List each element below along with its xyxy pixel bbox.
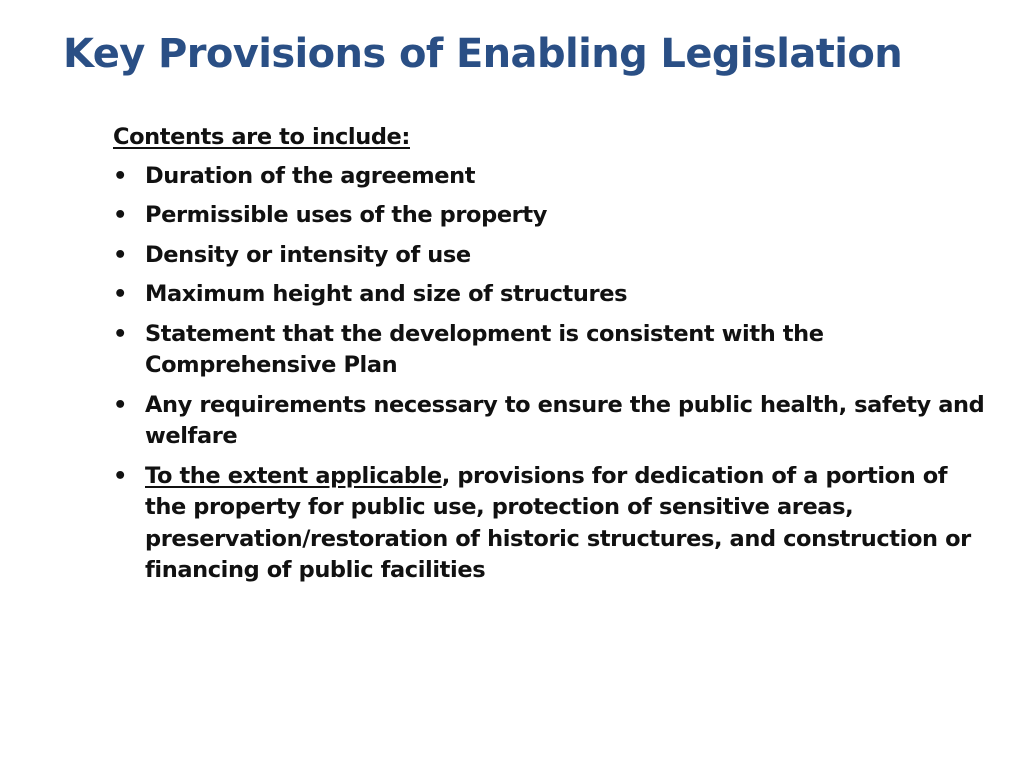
contents-intro: Contents are to include: xyxy=(113,124,410,150)
list-item-text: Any requirements necessary to ensure the public health, safety and welfare xyxy=(145,391,985,449)
bullet-icon: • xyxy=(113,281,127,307)
list-item xyxy=(113,319,993,382)
list-item xyxy=(113,279,993,311)
list-item xyxy=(113,461,993,587)
list-item-text: Permissible uses of the property xyxy=(145,202,547,228)
list-item-text: , provisions for dedication of a portion of the property for public use, protection of sensitive areas, preservation/restoration of historic structures, and construction or financing of public facilities xyxy=(145,462,971,583)
bullet-icon: • xyxy=(113,320,127,347)
list-item xyxy=(113,161,993,193)
slide-title: Key Provisions of Enabling Legislation xyxy=(63,31,903,77)
list-item-text: Statement that the development is consistent with the Comprehensive Plan xyxy=(145,320,824,378)
list-item-text: Maximum height and size of structures xyxy=(145,281,628,307)
list-item-text: Density or intensity of use xyxy=(145,241,471,268)
bullet-icon: • xyxy=(113,462,127,489)
list-item xyxy=(113,200,993,232)
bullet-icon: • xyxy=(113,162,127,189)
list-item xyxy=(113,240,993,272)
list-item-underlined-text: To the extent applicable xyxy=(145,462,442,489)
provisions-list xyxy=(113,161,993,587)
bullet-icon: • xyxy=(113,241,127,268)
bullet-icon: • xyxy=(113,391,127,418)
bullet-icon: • xyxy=(113,202,127,228)
slide-content xyxy=(113,122,993,595)
list-item-text: Duration of the agreement xyxy=(145,162,476,189)
list-item xyxy=(113,390,993,453)
